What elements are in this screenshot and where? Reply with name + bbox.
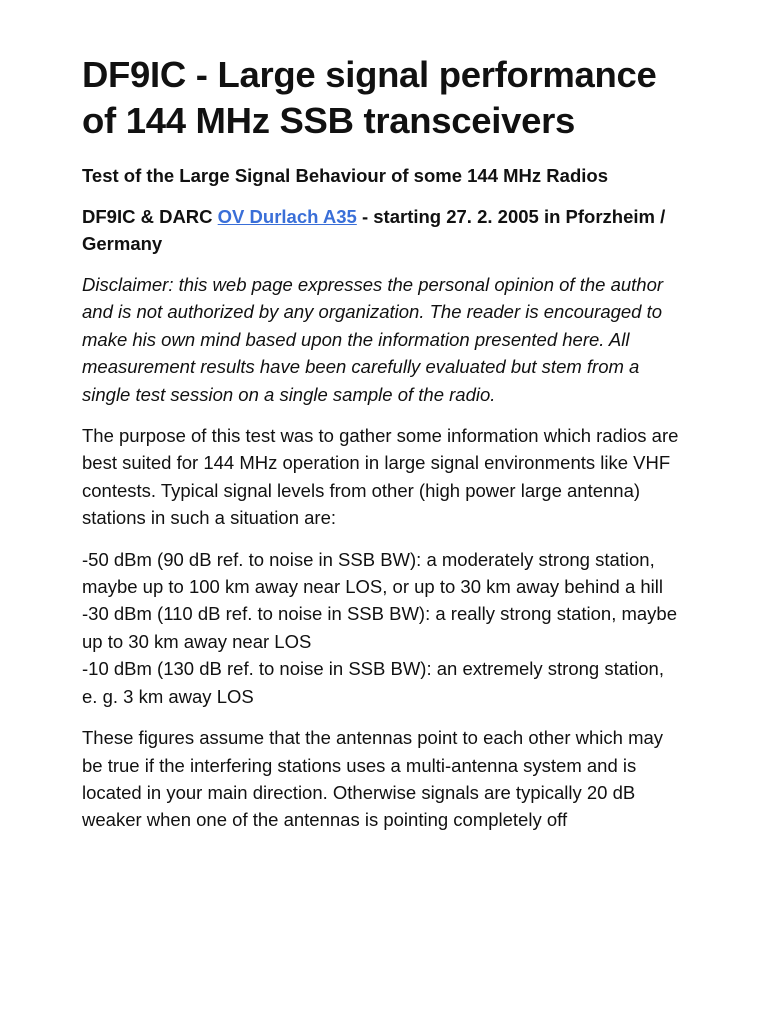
signal-level-item: -50 dBm (90 dB ref. to noise in SSB BW): a moderately strong station, maybe up to 100 km away near LOS, or up to 30 km away behind a hill <box>82 548 664 598</box>
article-subtitle: Test of the Large Signal Behaviour of some 144 MHz Radios <box>82 165 608 186</box>
signal-level-item: -30 dBm (110 dB ref. to noise in SSB BW): a really strong station, maybe up to 30 km away near LOS <box>82 603 678 652</box>
ov-durlach-link[interactable]: OV Durlach A35 <box>217 206 357 227</box>
purpose-paragraph: The purpose of this test was to gather some information which radios are best suited for 144 MHz operation in large signal environments like VHF contests. Typical signal levels from other (high power large antenna) stations in such a situation are: <box>82 425 679 529</box>
signal-level-item: -10 dBm (130 dB ref. to noise in SSB BW): an extremely strong station, e. g. 3 km away LOS <box>82 658 664 707</box>
article-byline <box>82 203 684 257</box>
byline-prefix: DF9IC & DARC <box>82 206 218 227</box>
page-title: DF9IC - Large signal performance of 144 MHz SSB transceivers <box>82 54 657 141</box>
assumption-paragraph: These figures assume that the antennas point to each other which may be true if the interfering stations uses a multi-antenna system and is located in your main direction. Otherwise signals are typically 20 dB weaker when one of the antennas is pointing completely off <box>82 727 664 831</box>
disclaimer-paragraph: Disclaimer: this web page expresses the personal opinion of the author and is not authorized by any organization. The reader is encouraged to make his own mind based upon the information presented here. All measurement results have been carefully evaluated but stem from a single test session on a single sample of the radio. <box>82 274 664 405</box>
signal-levels-list <box>82 546 684 710</box>
byline-suffix: - starting 27. 2. 2005 in Pforzheim / Germany <box>82 206 666 254</box>
